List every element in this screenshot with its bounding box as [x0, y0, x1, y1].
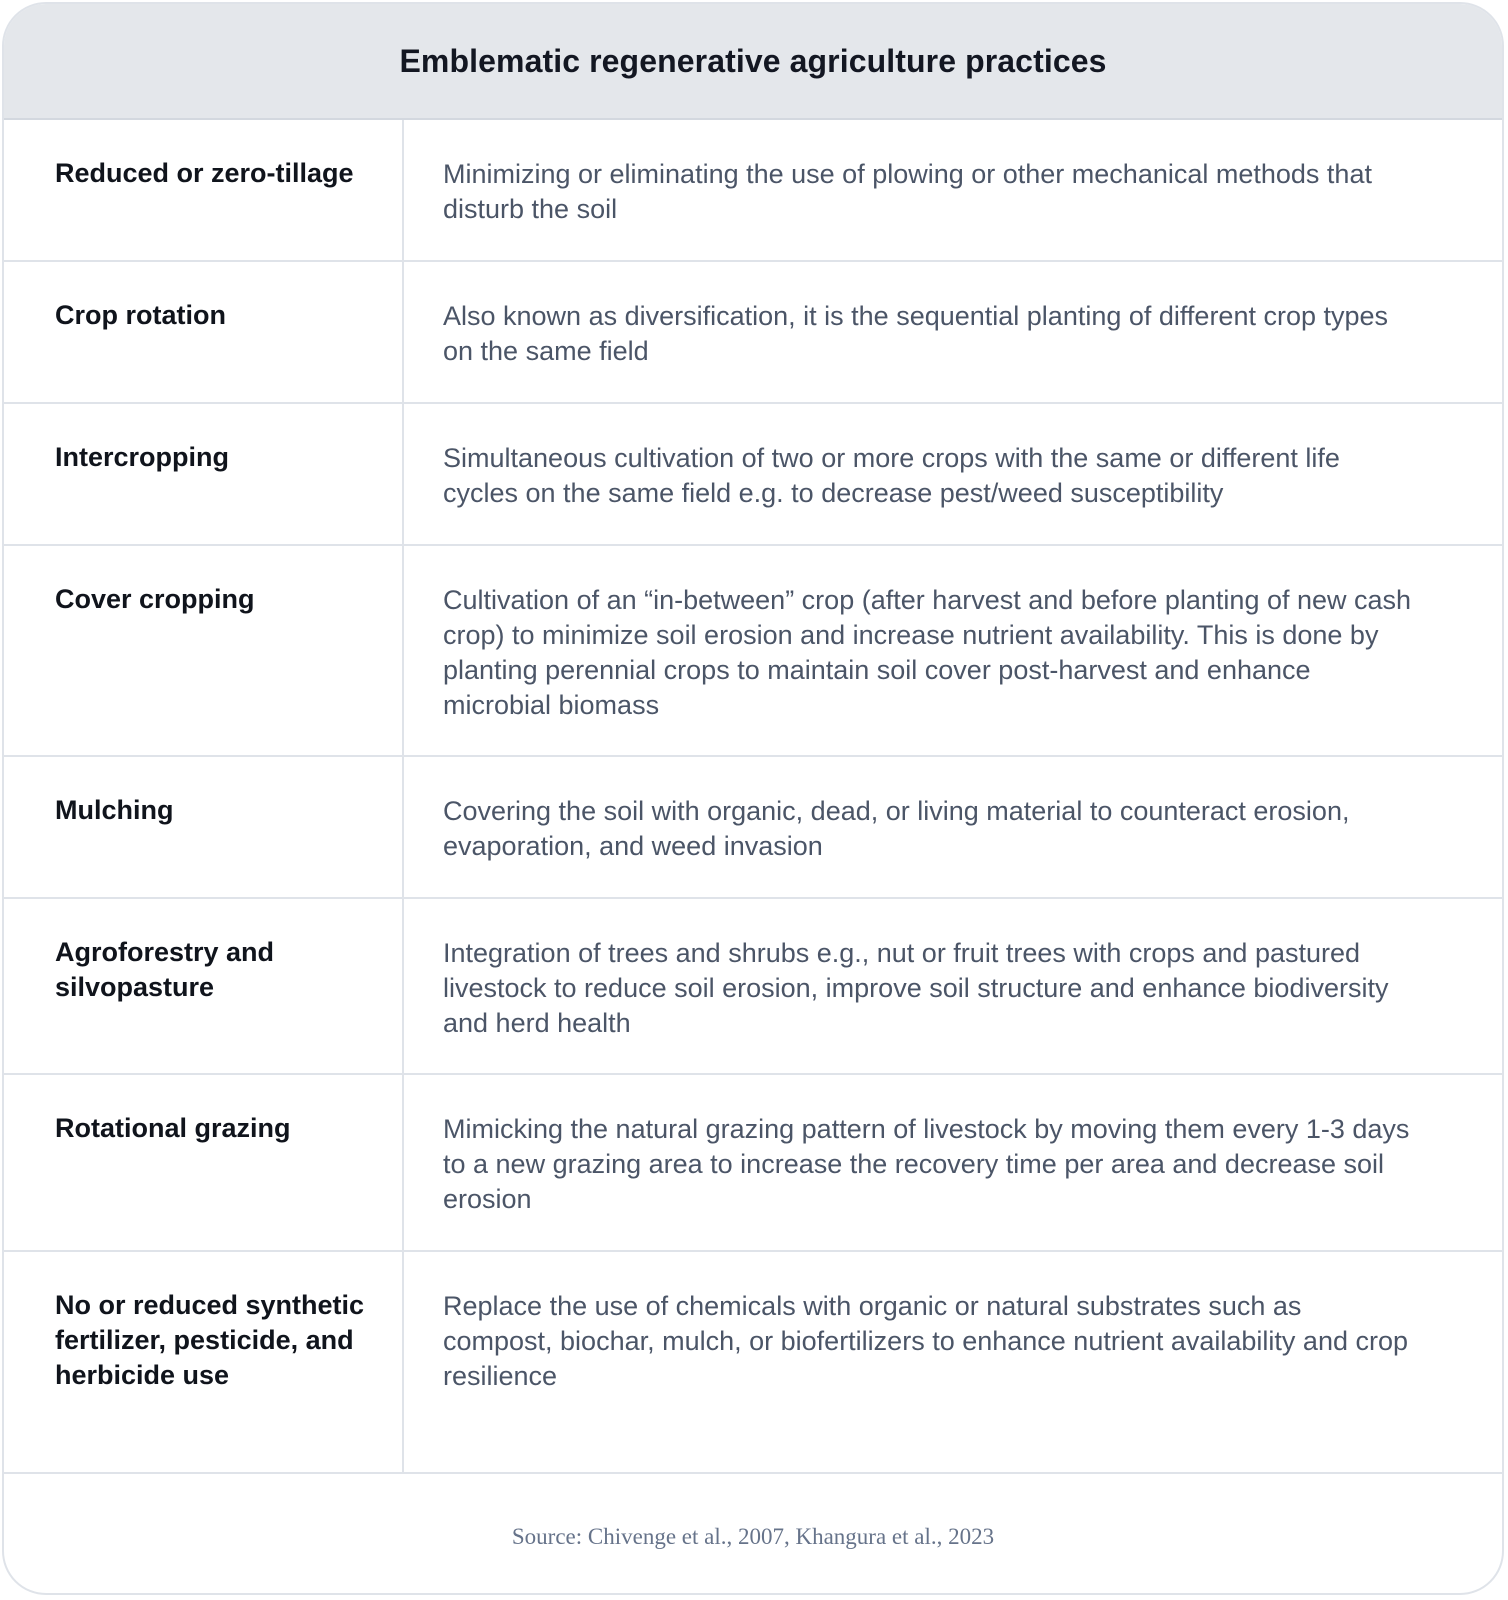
- practice-description: Replace the use of chemicals with organic or natural substrates such as compost, biochar, mulch, or biofertilizers to enhance nutrient availability and crop resilience: [443, 1291, 1408, 1391]
- practice-name: Rotational grazing: [4, 1075, 404, 1250]
- practice-description: Integration of trees and shrubs e.g., nut or fruit trees with crops and pastured livestock to reduce soil erosion, improve soil structure and enhance biodiversity and herd health: [443, 938, 1389, 1038]
- practice-name: Cover cropping: [4, 546, 404, 755]
- practice-description: Minimizing or eliminating the use of plowing or other mechanical methods that disturb the soil: [443, 159, 1372, 224]
- table-row: [4, 899, 1502, 1075]
- table-row: [4, 757, 1502, 899]
- table-row: [4, 1252, 1502, 1474]
- card-header: [4, 4, 1502, 120]
- practices-card: [2, 2, 1504, 1595]
- practice-description: Also known as diversification, it is the sequential planting of different crop types on the same field: [443, 301, 1389, 366]
- practice-name: Reduced or zero-tillage: [4, 120, 404, 260]
- card-footer: [4, 1471, 1502, 1593]
- practice-description: Mimicking the natural grazing pattern of livestock by moving them every 1-3 days to a new grazing area to increase the recovery time per area and decrease soil erosion: [443, 1114, 1410, 1214]
- table-row: [4, 262, 1502, 404]
- card-title: Emblematic regenerative agriculture practices: [399, 42, 1107, 79]
- practice-name: No or reduced synthetic fertilizer, pesticide, and herbicide use: [4, 1252, 404, 1472]
- table-row: [4, 1075, 1502, 1252]
- practice-name: Crop rotation: [4, 262, 404, 402]
- practices-table: [4, 120, 1502, 1474]
- table-row: [4, 404, 1502, 546]
- practice-name: Mulching: [4, 757, 404, 897]
- source-citation: Source: Chivenge et al., 2007, Khangura et al., 2023: [511, 1524, 995, 1549]
- practice-name: Intercropping: [4, 404, 404, 544]
- table-row: [4, 546, 1502, 757]
- practice-description: Covering the soil with organic, dead, or living material to counteract erosion, evaporation, and weed invasion: [443, 796, 1350, 861]
- table-row: [4, 120, 1502, 262]
- practice-name: Agroforestry and silvopasture: [4, 899, 404, 1073]
- practice-description: Simultaneous cultivation of two or more crops with the same or different life cycles on the same field e.g. to decrease pest/weed susceptibility: [443, 443, 1340, 508]
- practice-description: Cultivation of an “in-between” crop (after harvest and before planting of new cash crop) to minimize soil erosion and increase nutrient availability. This is done by planting perennial crops to maintain soil cover post-harvest and enhance microbial biomass: [443, 585, 1412, 720]
